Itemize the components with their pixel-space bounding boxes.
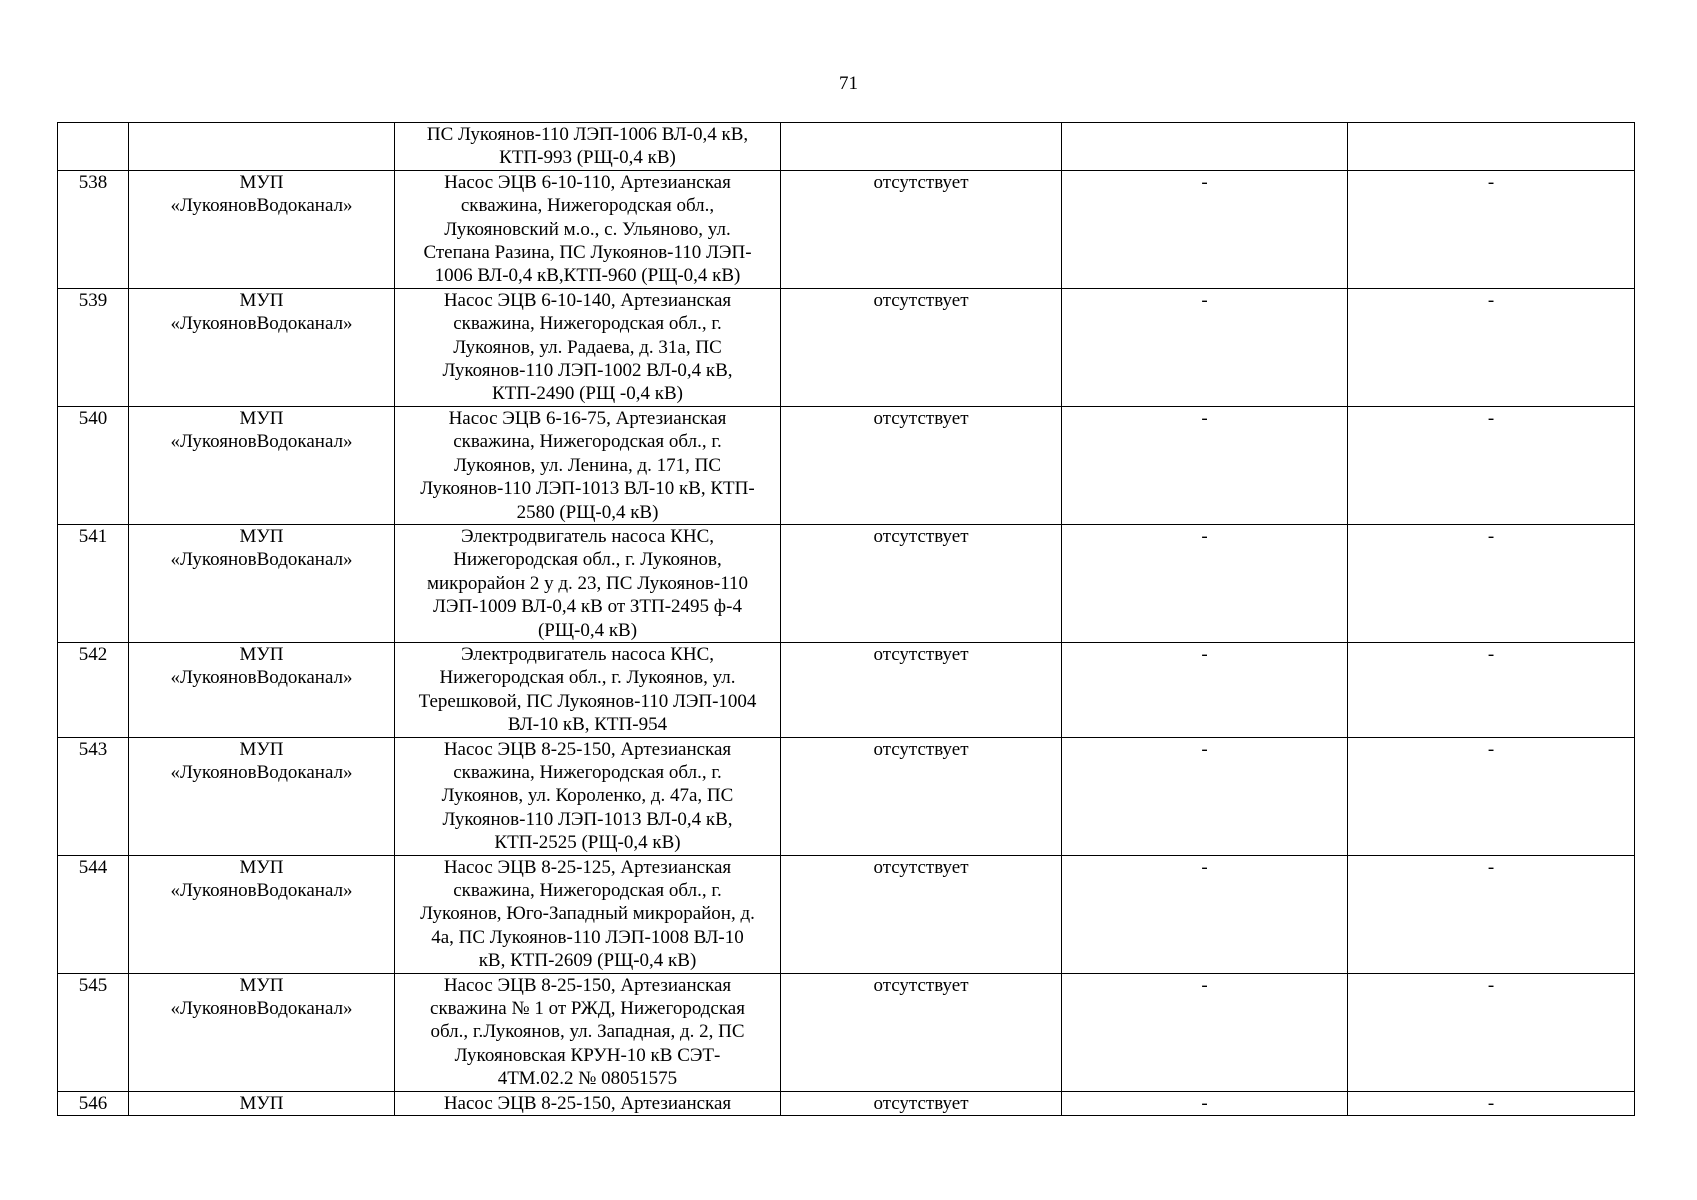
description-cell	[395, 170, 781, 288]
table-row	[58, 524, 1635, 642]
description-line: Лукоянов, ул. Радаева, д. 31а, ПС	[453, 336, 722, 358]
description-line: (РЩ-0,4 кВ)	[537, 619, 638, 641]
description-line: Лукоянов, ул. Короленко, д. 47а, ПС	[441, 785, 734, 807]
organization-cell	[129, 973, 395, 1091]
row-number-cell: 543	[58, 737, 129, 855]
organization-line: МУП	[239, 643, 284, 665]
description-line: 4а, ПС Лукоянов-110 ЛЭП-1008 ВЛ-10	[431, 926, 744, 948]
description-cell	[395, 642, 781, 737]
status-cell: отсутствует	[781, 973, 1062, 1091]
table-row	[58, 973, 1635, 1091]
description-line: Насос ЭЦВ 8-25-150, Артезианская	[443, 1092, 732, 1114]
registry-table	[57, 122, 1635, 1116]
column-5-cell: -	[1062, 406, 1348, 524]
description-line: Лукоянов-110 ЛЭП-1002 ВЛ-0,4 кВ,	[442, 360, 733, 382]
description-line: скважина, Нижегородская обл.,	[460, 195, 715, 217]
description-line: 2580 (РЩ-0,4 кВ)	[516, 501, 659, 523]
column-6-cell: -	[1348, 288, 1635, 406]
column-6-cell: -	[1348, 406, 1635, 524]
description-line: Степана Разина, ПС Лукоянов-110 ЛЭП-	[423, 242, 752, 264]
description-line: КТП-2525 (РЩ-0,4 кВ)	[494, 832, 681, 854]
description-line: ПС Лукоянов-110 ЛЭП-1006 ВЛ-0,4 кВ,	[426, 124, 749, 145]
description-line: ЛЭП-1009 ВЛ-0,4 кВ от ЗТП-2495 ф-4	[433, 596, 742, 618]
status-cell	[781, 123, 1062, 171]
description-line: Электродвигатель насоса КНС,	[460, 643, 715, 665]
organization-line: МУП	[239, 974, 284, 996]
table-row	[58, 170, 1635, 288]
description-line: 4ТМ.02.2 № 08051575	[497, 1068, 678, 1090]
description-line: Лукоянов, Юго-Западный микрорайон, д.	[420, 903, 755, 925]
description-line: Терешковой, ПС Лукоянов-110 ЛЭП-1004	[418, 690, 757, 712]
description-line: Лукоянов, ул. Ленина, д. 171, ПС	[453, 454, 722, 476]
column-6-cell: -	[1348, 170, 1635, 288]
organization-cell	[129, 288, 395, 406]
description-line: Лукояновский м.о., с. Ульяново, ул.	[444, 218, 731, 240]
status-cell: отсутствует	[781, 855, 1062, 973]
organization-cell	[129, 170, 395, 288]
organization-line: «ЛукояновВодоканал»	[170, 761, 353, 783]
organization-line: «ЛукояновВодоканал»	[170, 880, 353, 901]
table-row	[58, 406, 1635, 524]
status-cell: отсутствует	[781, 1091, 1062, 1115]
organization-cell	[129, 524, 395, 642]
organization-cell	[129, 855, 395, 973]
description-line: Электродвигатель насоса КНС,	[460, 525, 715, 547]
column-5-cell: -	[1062, 973, 1348, 1091]
description-cell	[395, 855, 781, 973]
organization-line: «ЛукояновВодоканал»	[170, 195, 353, 217]
organization-line: «ЛукояновВодоканал»	[170, 549, 353, 571]
description-line: Насос ЭЦВ 8-25-150, Артезианская	[443, 974, 732, 996]
row-number-cell: 538	[58, 170, 129, 288]
description-line: Насос ЭЦВ 8-25-125, Артезианская	[443, 856, 732, 878]
description-line: Насос ЭЦВ 6-10-110, Артезианская	[444, 171, 731, 193]
description-line: Лукоянов-110 ЛЭП-1013 ВЛ-0,4 кВ,	[442, 808, 733, 830]
organization-line: «ЛукояновВодоканал»	[170, 667, 353, 689]
row-number-cell: 539	[58, 288, 129, 406]
description-cell	[395, 1091, 781, 1115]
description-line: Лукоянов-110 ЛЭП-1013 ВЛ-10 кВ, КТП-	[420, 478, 755, 500]
description-cell	[395, 737, 781, 855]
description-line: скважина, Нижегородская обл., г.	[453, 313, 722, 335]
column-6-cell: -	[1348, 973, 1635, 1091]
row-number-cell: 540	[58, 406, 129, 524]
status-cell: отсутствует	[781, 170, 1062, 288]
table-row	[58, 642, 1635, 737]
organization-line: «ЛукояновВодоканал»	[170, 313, 353, 335]
organization-line: МУП	[239, 1092, 284, 1114]
column-6-cell: -	[1348, 1091, 1635, 1115]
description-line: Нижегородская обл., г. Лукоянов,	[453, 549, 722, 571]
description-cell	[395, 524, 781, 642]
description-line: КТП-993 (РЩ-0,4 кВ)	[499, 147, 676, 169]
organization-line: МУП	[239, 856, 284, 878]
organization-cell	[129, 406, 395, 524]
description-line: Насос ЭЦВ 6-10-140, Артезианская	[443, 289, 732, 311]
table-row	[58, 737, 1635, 855]
organization-line: «ЛукояновВодоканал»	[170, 998, 353, 1020]
column-6-cell: -	[1348, 855, 1635, 973]
column-6-cell: -	[1348, 737, 1635, 855]
table-row	[58, 1091, 1635, 1115]
organization-cell	[129, 1091, 395, 1115]
organization-line: МУП	[239, 289, 284, 311]
row-number-cell: 542	[58, 642, 129, 737]
description-cell	[395, 123, 781, 171]
status-cell: отсутствует	[781, 524, 1062, 642]
status-cell: отсутствует	[781, 288, 1062, 406]
column-6-cell	[1348, 123, 1635, 171]
row-number-cell: 545	[58, 973, 129, 1091]
description-line: КТП-2490 (РЩ -0,4 кВ)	[492, 383, 683, 405]
description-line: ВЛ-10 кВ, КТП-954	[507, 714, 668, 736]
description-line: скважина, Нижегородская обл., г.	[453, 761, 722, 783]
table-row	[58, 123, 1635, 171]
description-line: Насос ЭЦВ 6-16-75, Артезианская	[448, 407, 727, 429]
organization-cell	[129, 123, 395, 171]
column-5-cell	[1062, 123, 1348, 171]
organization-line: «ЛукояновВодоканал»	[170, 431, 353, 453]
row-number-cell	[58, 123, 129, 171]
organization-cell	[129, 642, 395, 737]
column-5-cell: -	[1062, 855, 1348, 973]
organization-line: МУП	[239, 525, 284, 547]
description-cell	[395, 406, 781, 524]
description-line: обл., г.Лукоянов, ул. Западная, д. 2, ПС	[430, 1021, 745, 1043]
column-5-cell: -	[1062, 1091, 1348, 1115]
column-5-cell: -	[1062, 170, 1348, 288]
description-line: микрорайон 2 у д. 23, ПС Лукоянов-110	[426, 572, 749, 594]
column-5-cell: -	[1062, 288, 1348, 406]
status-cell: отсутствует	[781, 406, 1062, 524]
description-line: скважина, Нижегородская обл., г.	[453, 880, 722, 901]
page-number: 71	[839, 73, 858, 94]
column-5-cell: -	[1062, 642, 1348, 737]
description-line: Лукояновская КРУН-10 кВ СЭТ-	[454, 1044, 721, 1066]
row-number-cell: 546	[58, 1091, 129, 1115]
table-row	[58, 855, 1635, 973]
row-number-cell: 541	[58, 524, 129, 642]
description-line: 1006 ВЛ-0,4 кВ,КТП-960 (РЩ-0,4 кВ)	[434, 265, 741, 287]
description-cell	[395, 288, 781, 406]
organization-line: МУП	[239, 407, 284, 429]
description-cell	[395, 973, 781, 1091]
table-body	[58, 123, 1635, 1116]
table-row	[58, 288, 1635, 406]
column-5-cell: -	[1062, 737, 1348, 855]
column-6-cell: -	[1348, 524, 1635, 642]
status-cell: отсутствует	[781, 642, 1062, 737]
row-number-cell: 544	[58, 855, 129, 973]
column-5-cell: -	[1062, 524, 1348, 642]
status-cell: отсутствует	[781, 737, 1062, 855]
column-6-cell: -	[1348, 642, 1635, 737]
organization-cell	[129, 737, 395, 855]
organization-line: МУП	[239, 738, 284, 760]
description-line: скважина, Нижегородская обл., г.	[453, 431, 722, 453]
description-line: скважина № 1 от РЖД, Нижегородская	[430, 998, 745, 1020]
description-line: Нижегородская обл., г. Лукоянов, ул.	[439, 667, 736, 689]
description-line: Насос ЭЦВ 8-25-150, Артезианская	[443, 738, 732, 760]
organization-line: МУП	[239, 171, 284, 193]
description-line: кВ, КТП-2609 (РЩ-0,4 кВ)	[478, 950, 697, 972]
